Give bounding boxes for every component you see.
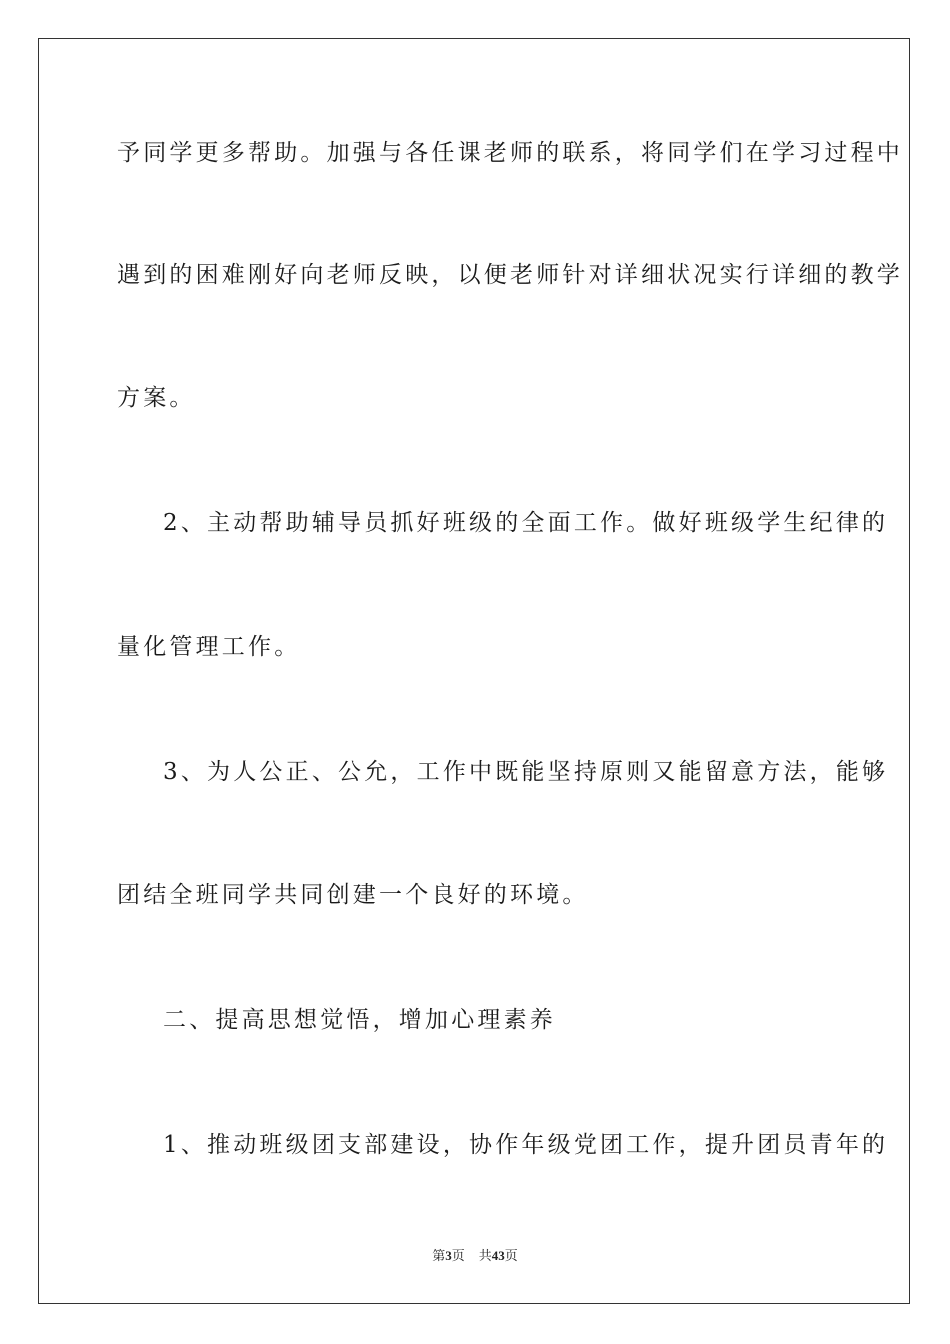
body-text-line-3: 方案。 [117, 385, 196, 411]
list-item-3-line-1: 3、为人公正、公允，工作中既能坚持原则又能留意方法，能够 [163, 759, 889, 785]
page-border [38, 38, 910, 1304]
footer-page-suffix: 页 [451, 1248, 465, 1263]
section-heading: 二、提高思想觉悟，增加心理素养 [163, 1007, 556, 1033]
page-footer [0, 1247, 950, 1265]
footer-page-current: 3 [445, 1248, 452, 1263]
list-item-2-line-2: 量化管理工作。 [117, 634, 301, 660]
body-text-line-2: 遇到的困难刚好向老师反映，以便老师针对详细状况实行详细的教学 [117, 262, 903, 288]
list-item-1-line-1: 1、推动班级团支部建设，协作年级党团工作，提升团员青年的 [163, 1132, 889, 1158]
footer-page-total: 43 [491, 1248, 505, 1263]
list-item-2-line-1: 2、主动帮助辅导员抓好班级的全面工作。做好班级学生纪律的 [163, 510, 889, 536]
footer-page-prefix: 第 [432, 1248, 446, 1263]
list-item-3-line-2: 团结全班同学共同创建一个良好的环境。 [117, 882, 589, 908]
footer-total-suffix: 页 [504, 1248, 518, 1263]
footer-total-prefix: 共 [478, 1248, 492, 1263]
body-text-line-1: 予同学更多帮助。加强与各任课老师的联系，将同学们在学习过程中 [117, 140, 903, 166]
